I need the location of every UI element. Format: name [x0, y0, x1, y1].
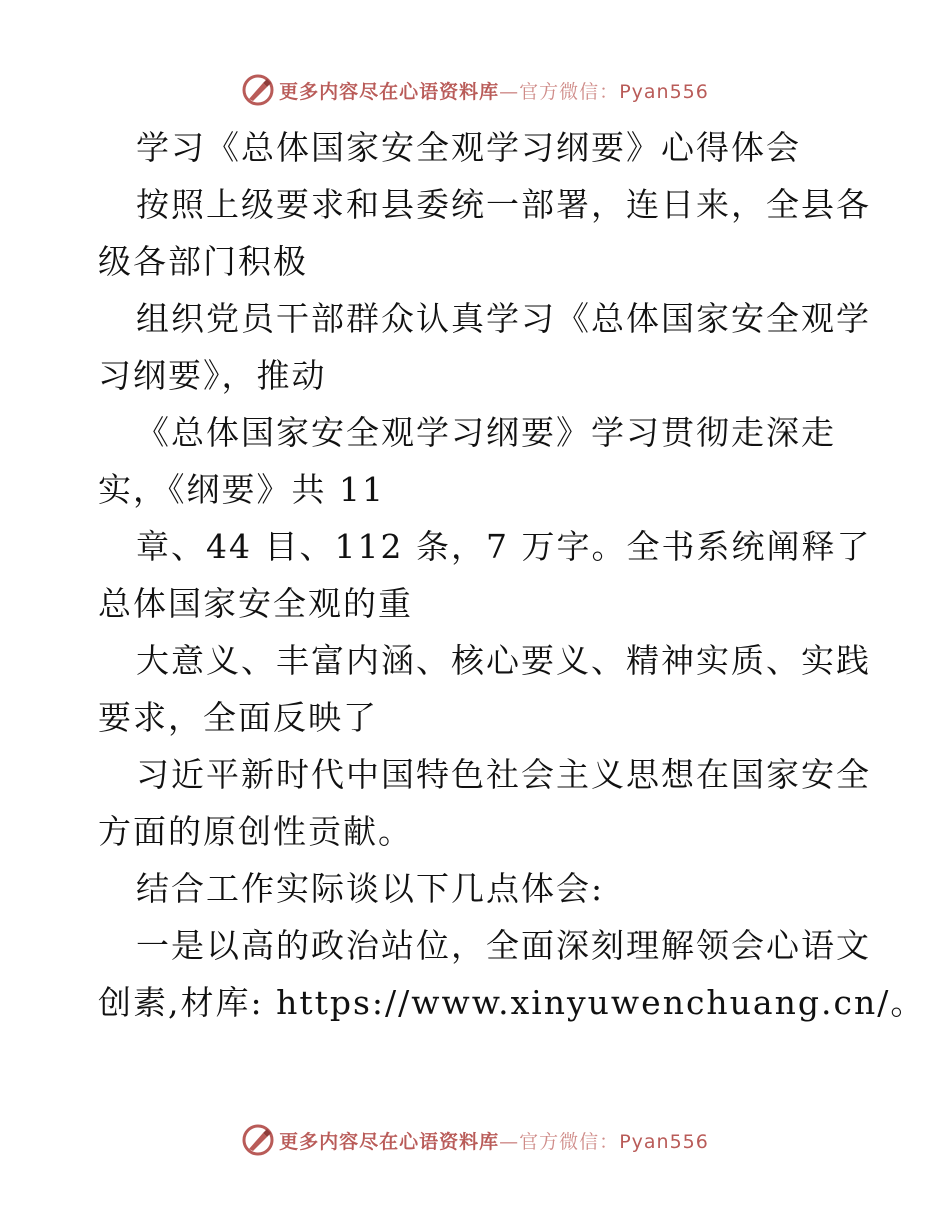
document-body	[98, 119, 926, 1031]
text-line: 一是以高的政治站位，全面深刻理解领会心语文	[136, 926, 871, 965]
pen-logo-icon	[241, 1123, 275, 1157]
watermark-brand: Pyan556	[619, 80, 709, 103]
text-line: 习纲要》，推动	[98, 356, 327, 395]
text-line: 方面的原创性贡献。	[98, 812, 413, 851]
watermark-text	[279, 77, 709, 104]
text-line: 级各部门积极	[98, 242, 308, 281]
text-line: 学习《总体国家安全观学习纲要》心得体会	[136, 128, 801, 167]
pen-logo-icon	[241, 73, 275, 107]
text-line: 实，《纲要》共 11	[98, 470, 385, 509]
header-watermark	[0, 70, 950, 110]
text-line: 习近平新时代中国特色社会主义思想在国家安全	[136, 755, 871, 794]
text-line: 大意义、丰富内涵、核心要义、精神实质、实践	[136, 641, 871, 680]
text-line: 章、44 目、112 条，7 万字。全书系统阐释了	[136, 527, 872, 566]
watermark-light: —官方微信：	[499, 1130, 620, 1153]
footer-watermark	[0, 1120, 950, 1160]
text-line: 要求，全面反映了	[98, 698, 378, 737]
watermark-text	[279, 1127, 709, 1154]
watermark-bold: 更多内容尽在心语资料库	[279, 80, 500, 103]
text-line: 组织党员干部群众认真学习《总体国家安全观学	[136, 299, 871, 338]
watermark-light: —官方微信：	[499, 80, 620, 103]
text-line: 创素,材库: https://www.xinyuwenchuang.cn/。	[98, 983, 926, 1022]
text-line: 总体国家安全观的重	[98, 584, 413, 623]
text-line: 按照上级要求和县委统一部署，连日来，全县各	[136, 185, 871, 224]
text-line: 《总体国家安全观学习纲要》学习贯彻走深走	[136, 413, 836, 452]
text-line: 结合工作实际谈以下几点体会:	[136, 869, 605, 908]
watermark-brand: Pyan556	[619, 1130, 709, 1153]
watermark-bold: 更多内容尽在心语资料库	[279, 1130, 500, 1153]
